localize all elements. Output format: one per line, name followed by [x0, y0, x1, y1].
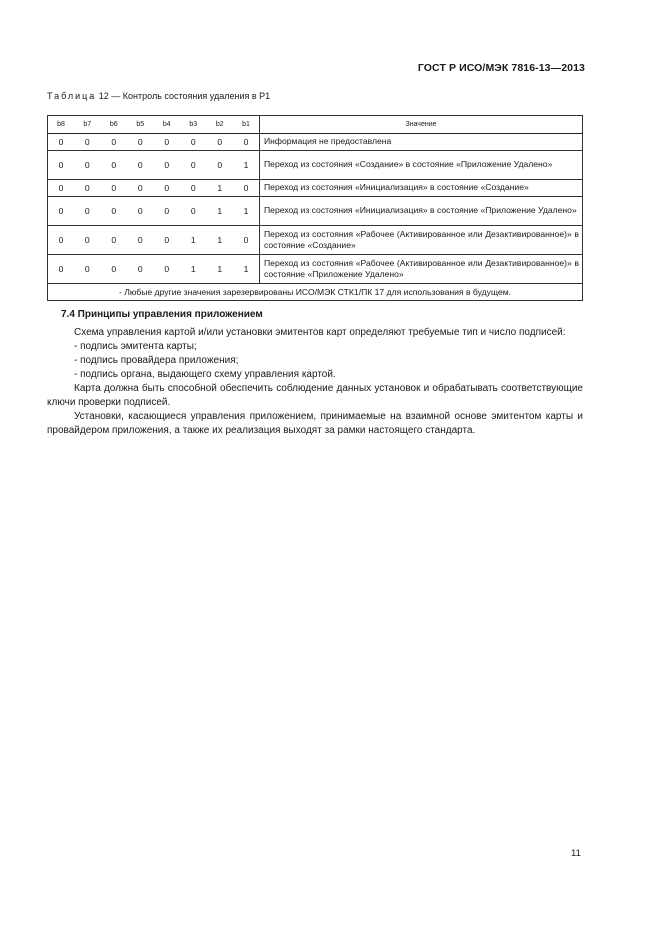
bit-cell: 0: [180, 151, 207, 180]
bit-cell: 0: [154, 255, 181, 284]
bit-cell: 0: [127, 180, 154, 197]
bit-cell: 0: [233, 180, 260, 197]
table-row: [48, 226, 583, 255]
column-header: b6: [101, 116, 128, 134]
table-caption: [47, 91, 270, 101]
bit-cell: 1: [180, 226, 207, 255]
bit-cell: 0: [48, 151, 75, 180]
list-item: - подпись органа, выдающего схему управления картой.: [74, 369, 336, 380]
list-item: - подпись провайдера приложения;: [74, 355, 239, 366]
bit-cell: 0: [74, 151, 101, 180]
bit-cell: 0: [48, 180, 75, 197]
table-header-row: [48, 116, 583, 134]
bit-cell: 0: [101, 180, 128, 197]
column-header-value: Значение: [260, 116, 583, 134]
bit-cell: 0: [48, 134, 75, 151]
bit-cell: 1: [207, 180, 234, 197]
bit-cell: 0: [101, 151, 128, 180]
bit-cell: 0: [101, 255, 128, 284]
standard-header: ГОСТ Р ИСО/МЭК 7816-13—2013: [417, 62, 585, 74]
bit-cell: 0: [127, 197, 154, 226]
bit-cell: 0: [101, 134, 128, 151]
bit-cell: 1: [180, 255, 207, 284]
list-item: - подпись эмитента карты;: [74, 341, 197, 352]
table-note: - Любые другие значения зарезервированы ИСО/МЭК СТК1/ПК 17 для использования в будущем.: [48, 284, 583, 301]
bit-cell: 0: [48, 226, 75, 255]
bit-cell: 0: [74, 226, 101, 255]
bit-cell: 0: [207, 134, 234, 151]
table-row: [48, 134, 583, 151]
bit-cell: 0: [101, 226, 128, 255]
bit-cell: 0: [207, 151, 234, 180]
paragraph: Установки, касающиеся управления приложением, принимаемые на взаимной основе эмитентом карты и провайдером приложения, а также их реализация выходят за рамки настоящего стандарта.: [47, 411, 583, 436]
column-header: b2: [207, 116, 234, 134]
value-cell: Переход из состояния «Инициализация» в состояние «Создание»: [260, 180, 583, 197]
section-title: 7.4 Принципы управления приложением: [61, 309, 263, 320]
bit-cell: 0: [127, 134, 154, 151]
bit-cell: 0: [233, 134, 260, 151]
control-table: [47, 115, 583, 301]
value-cell: Переход из состояния «Создание» в состояние «Приложение Удалено»: [260, 151, 583, 180]
page-number: 11: [571, 848, 581, 859]
column-header: b4: [154, 116, 181, 134]
table-note-row: [48, 284, 583, 301]
bit-cell: 0: [127, 255, 154, 284]
bit-cell: 1: [233, 255, 260, 284]
value-cell: Переход из состояния «Рабочее (Активированное или Дезактивированное)» в состояние «Создание»: [260, 226, 583, 255]
paragraph: Схема управления картой и/или установки эмитентов карт определяют требуемые тип и число подписей:: [74, 327, 566, 338]
bit-cell: 0: [180, 134, 207, 151]
table-caption-text: 12 — Контроль состояния удаления в P1: [96, 91, 271, 101]
bit-cell: 1: [207, 226, 234, 255]
column-header: b8: [48, 116, 75, 134]
bit-cell: 1: [207, 197, 234, 226]
bit-cell: 0: [154, 180, 181, 197]
paragraph: Карта должна быть способной обеспечить соблюдение данных установок и обрабатывать соответствующие ключи проверки подписей.: [47, 383, 583, 408]
table-row: [48, 151, 583, 180]
bit-cell: 0: [154, 197, 181, 226]
section-body: [47, 326, 583, 438]
bit-cell: 0: [74, 134, 101, 151]
bit-cell: 0: [233, 226, 260, 255]
bit-cell: 0: [48, 197, 75, 226]
bit-cell: 0: [101, 197, 128, 226]
bit-cell: 0: [180, 180, 207, 197]
table-row: [48, 255, 583, 284]
bit-cell: 0: [74, 255, 101, 284]
bit-cell: 0: [180, 197, 207, 226]
table-row: [48, 197, 583, 226]
table-caption-word: Таблица: [47, 91, 97, 101]
bit-cell: 0: [154, 134, 181, 151]
column-header: b1: [233, 116, 260, 134]
value-cell: Информация не предоставлена: [260, 134, 583, 151]
bit-cell: 0: [127, 151, 154, 180]
bit-cell: 1: [207, 255, 234, 284]
bit-cell: 0: [48, 255, 75, 284]
bit-cell: 0: [127, 226, 154, 255]
column-header: b7: [74, 116, 101, 134]
bit-cell: 0: [74, 197, 101, 226]
bit-cell: 0: [154, 151, 181, 180]
value-cell: Переход из состояния «Инициализация» в состояние «Приложение Удалено»: [260, 197, 583, 226]
bit-cell: 0: [74, 180, 101, 197]
bit-cell: 1: [233, 151, 260, 180]
value-cell: Переход из состояния «Рабочее (Активированное или Дезактивированное)» в состояние «Приложение Удалено»: [260, 255, 583, 284]
bit-cell: 0: [154, 226, 181, 255]
table-row: [48, 180, 583, 197]
bit-cell: 1: [233, 197, 260, 226]
column-header: b3: [180, 116, 207, 134]
column-header: b5: [127, 116, 154, 134]
